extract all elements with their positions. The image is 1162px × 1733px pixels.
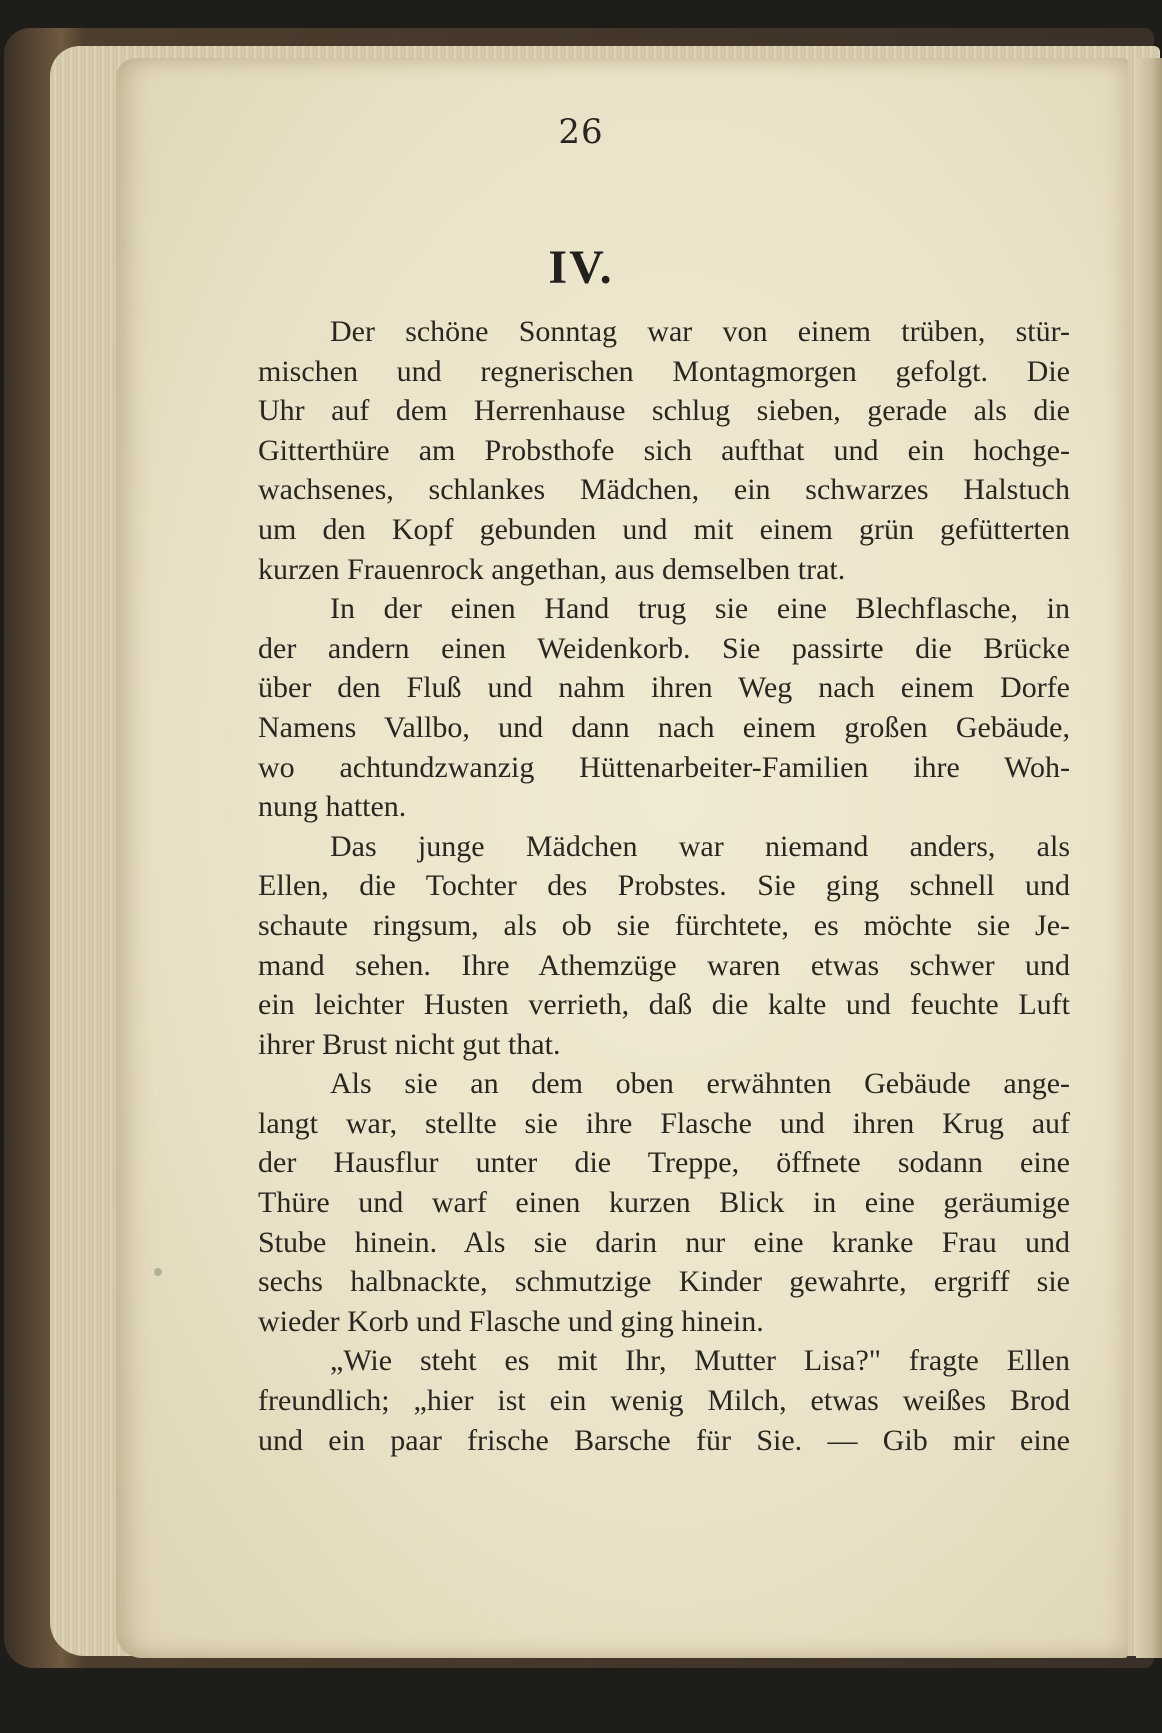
- text-line: der andern einen Weidenkorb. Sie passirte die Brücke: [258, 631, 1070, 665]
- body-text: [258, 312, 1070, 1460]
- text-line: wachsenes, schlankes Mädchen, ein schwarzes Halstuch: [258, 473, 1070, 507]
- text-line: In der einen Hand trug sie eine Blechflasche, in: [330, 592, 1070, 626]
- text-line: freundlich; „hier ist ein wenig Milch, etwas weißes Brod: [258, 1384, 1070, 1418]
- text-line: Ellen, die Tochter des Probstes. Sie ging schnell und: [258, 869, 1070, 903]
- text-line: Das junge Mädchen war niemand anders, als: [330, 829, 1070, 863]
- page-number: 26: [558, 112, 604, 152]
- text-line: und ein paar frische Barsche für Sie. — Gib mir eine: [258, 1423, 1070, 1457]
- text-line: Thüre und warf einen kurzen Blick in eine geräumige: [258, 1186, 1070, 1220]
- text-line: Uhr auf dem Herrenhause schlug sieben, gerade als die: [258, 394, 1070, 428]
- text-line: Stube hinein. Als sie darin nur eine kranke Frau und: [258, 1225, 1070, 1259]
- text-line: kurzen Frauenrock angethan, aus demselben trat.: [258, 552, 846, 586]
- text-line: Als sie an dem oben erwähnten Gebäude ange-: [330, 1067, 1070, 1101]
- text-line: über den Fluß und nahm ihren Weg nach einem Dorfe: [258, 671, 1070, 705]
- text-line: um den Kopf gebunden und mit einem grün gefütterten: [258, 512, 1070, 546]
- text-line: ihrer Brust nicht gut that.: [258, 1027, 561, 1061]
- text-line: Namens Vallbo, und dann nach einem großen Gebäude,: [258, 710, 1070, 744]
- text-line: Der schöne Sonntag war von einem trüben, stür-: [330, 315, 1070, 348]
- text-line: wieder Korb und Flasche und ging hinein.: [258, 1304, 764, 1338]
- text-line: sechs halbnackte, schmutzige Kinder gewahrte, ergriff sie: [258, 1265, 1070, 1299]
- text-line: der Hausflur unter die Treppe, öffnete sodann eine: [258, 1146, 1070, 1180]
- paper-speck: [154, 1268, 162, 1276]
- text-line: Gitterthüre am Probsthofe sich aufthat und ein hochge-: [258, 433, 1070, 467]
- text-line: ein leichter Husten verrieth, daß die kalte und feuchte Luft: [258, 988, 1070, 1022]
- page-gutter: [1136, 58, 1162, 1658]
- text-line: schaute ringsum, als ob sie fürchtete, es möchte sie Je-: [258, 908, 1070, 942]
- text-line: „Wie steht es mit Ihr, Mutter Lisa?" fragte Ellen: [330, 1344, 1070, 1378]
- chapter-heading: IV.: [548, 241, 614, 294]
- text-line: wo achtundzwanzig Hüttenarbeiter-Familien ihre Woh-: [258, 750, 1070, 784]
- text-line: langt war, stellte sie ihre Flasche und ihren Krug auf: [258, 1106, 1070, 1140]
- text-line: mand sehen. Ihre Athemzüge waren etwas schwer und: [258, 948, 1070, 982]
- text-line: nung hatten.: [258, 790, 407, 824]
- text-line: mischen und regnerischen Montagmorgen gefolgt. Die: [258, 354, 1070, 388]
